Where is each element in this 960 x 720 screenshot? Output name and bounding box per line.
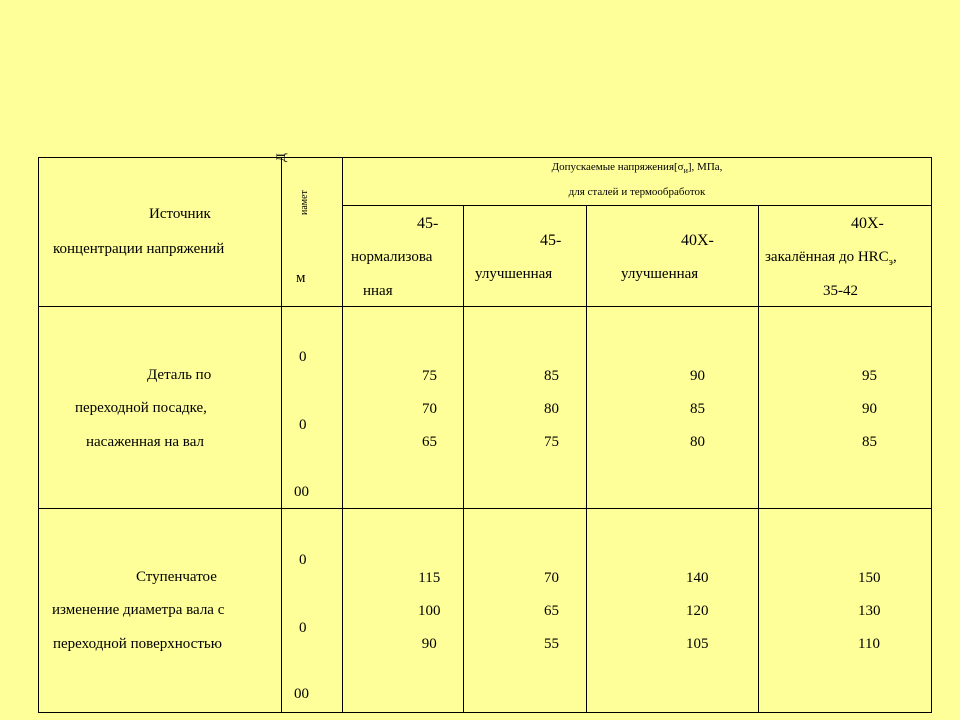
steel-header-4: 40Х- закалённая до $HRC_э$, 35-42 [759, 206, 932, 307]
allowed-stress-header-cell [343, 158, 932, 206]
diameter-header-bottom: м [296, 270, 306, 286]
row1-source: Деталь по переходной посадке, насаженная на вал [39, 307, 282, 509]
row1-values-steel1: 75 70 65 [343, 307, 464, 509]
row2-values-steel1: 115 100 90 [343, 509, 464, 713]
steel-header-2: 45- улучшенная [464, 206, 587, 307]
source-header-line2: концентрации напряжений [53, 241, 225, 257]
row1-values-steel3: 90 85 80 [587, 307, 759, 509]
stress-table [38, 157, 932, 713]
row2-values-steel2: 70 65 55 [464, 509, 587, 713]
source-header-line1: Источник [149, 206, 211, 222]
row2-diameter: 0 0 00 [282, 509, 343, 713]
steel-header-4-line2: закалённая до $HRC_э$, [765, 249, 897, 268]
row2-source: Ступенчатое изменение диаметра вала с переходной поверхностью [39, 509, 282, 713]
diameter-header-cell [282, 158, 343, 307]
allowed-stress-header-line2: для сталей и термообработок [568, 186, 706, 198]
row2-values-steel4: 150 130 110 [759, 509, 932, 713]
row1-diameter: 0 0 00 [282, 307, 343, 509]
row2-values-steel3: 140 120 105 [587, 509, 759, 713]
diameter-header-rotated: иамет [299, 190, 310, 215]
steel-header-1: 45- нормализова нная [343, 206, 464, 307]
source-header-cell [39, 158, 282, 307]
steel-header-3: 40Х- улучшенная [587, 206, 759, 307]
allowed-stress-header-line1: Допускаемые $напряжения[\sigma_и]$, МПа, [551, 161, 723, 176]
row1-values-steel2: 85 80 75 [464, 307, 587, 509]
corner-glyph: Д [273, 153, 288, 162]
row1-values-steel4: 95 90 85 [759, 307, 932, 509]
